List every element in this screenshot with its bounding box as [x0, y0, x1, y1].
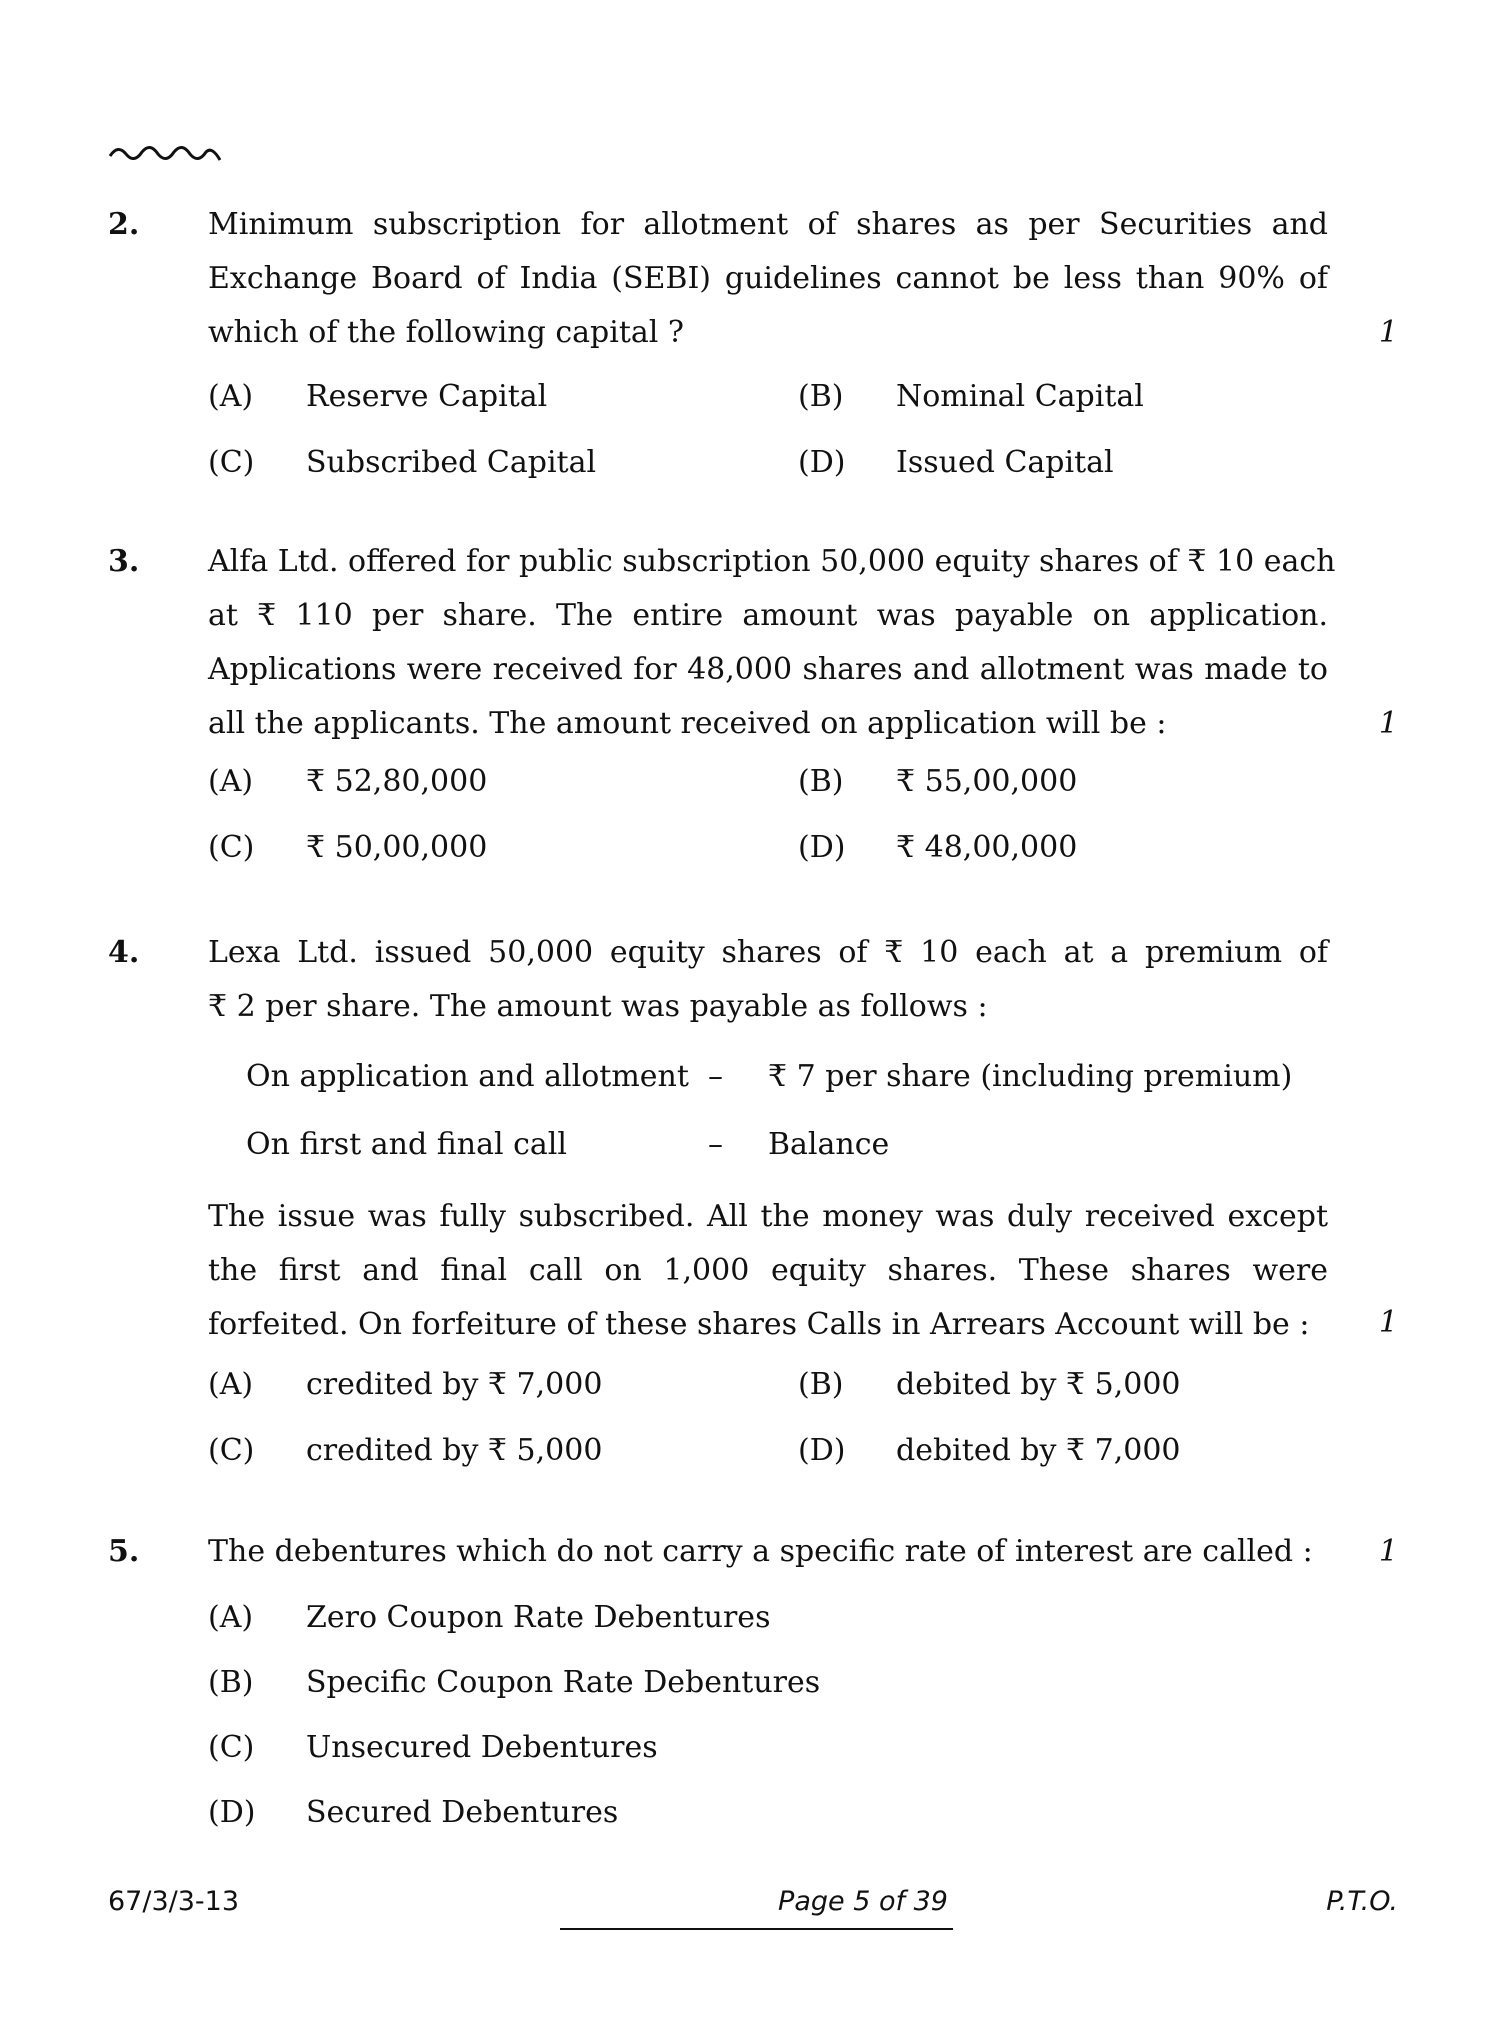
schedule-value: Balance: [768, 1127, 890, 1162]
question-text: [208, 1525, 1328, 1579]
question-line: Minimum subscription for allotment of shares as per Securities and: [208, 207, 1328, 242]
option-c[interactable]: [208, 436, 596, 490]
question-line: The issue was fully subscribed. All the money was duly received except: [208, 1199, 1328, 1234]
option-key: (A): [208, 764, 254, 799]
question-5: [108, 1525, 1398, 1861]
question-number: 2.: [108, 207, 140, 242]
page-number: Page 5 of 39: [778, 1886, 948, 1917]
option-a[interactable]: [208, 370, 547, 424]
schedule-dash: –: [708, 1059, 723, 1094]
question-line: the first and final call on 1,000 equity shares. These shares were: [208, 1253, 1328, 1288]
question-line: ₹ 2 per share. The amount was payable as follows :: [208, 989, 988, 1024]
question-text: [208, 198, 1328, 360]
option-key: (C): [208, 1433, 255, 1468]
option-key: (A): [208, 1367, 254, 1402]
option-b[interactable]: [798, 755, 1077, 809]
marks: 1: [1378, 1534, 1398, 1569]
option-key: (C): [208, 830, 255, 865]
question-line: Lexa Ltd. issued 50,000 equity shares of ₹ 10 each at a premium of: [208, 935, 1328, 970]
question-number: 5.: [108, 1534, 140, 1569]
option-text: ₹ 50,00,000: [306, 830, 488, 865]
marks: 1: [1378, 1305, 1398, 1340]
schedule-label: On first and final call: [246, 1127, 567, 1162]
option-text: debited by ₹ 5,000: [896, 1367, 1181, 1402]
option-key: (C): [208, 445, 255, 480]
option-key: (A): [208, 379, 254, 414]
option-key: (B): [798, 1367, 844, 1402]
option-b[interactable]: [798, 370, 1144, 424]
option-c[interactable]: [208, 1424, 602, 1478]
option-text: credited by ₹ 7,000: [306, 1367, 603, 1402]
question-line: all the applicants. The amount received on application will be :: [208, 706, 1167, 741]
option-c[interactable]: [208, 1721, 658, 1775]
option-text: ₹ 48,00,000: [896, 830, 1078, 865]
schedule-value: ₹ 7 per share (including premium): [768, 1059, 1293, 1094]
question-2: [108, 198, 1398, 510]
schedule-dash: –: [708, 1127, 723, 1162]
page-number-underline: [560, 1928, 953, 1930]
option-a[interactable]: [208, 1358, 602, 1412]
option-text: ₹ 55,00,000: [896, 764, 1078, 799]
option-text: Specific Coupon Rate Debentures: [306, 1665, 821, 1700]
payment-schedule: [246, 1050, 1398, 1190]
options: [208, 370, 1398, 510]
question-line: Exchange Board of India (SEBI) guidelines cannot be less than 90% of: [208, 261, 1328, 296]
schedule-row: [246, 1050, 689, 1104]
question-line: The debentures which do not carry a specific rate of interest are called :: [208, 1534, 1313, 1569]
option-text: Issued Capital: [896, 445, 1114, 480]
option-key: (B): [208, 1665, 254, 1700]
option-key: (B): [798, 764, 844, 799]
please-turn-over: P.T.O.: [1326, 1886, 1398, 1917]
option-key: (C): [208, 1730, 255, 1765]
option-key: (B): [798, 379, 844, 414]
option-text: ₹ 52,80,000: [306, 764, 488, 799]
question-number: 3.: [108, 544, 140, 579]
question-3: [108, 535, 1398, 895]
option-text: Nominal Capital: [896, 379, 1144, 414]
schedule-row: [246, 1118, 567, 1172]
schedule-label: On application and allotment: [246, 1059, 689, 1094]
option-text: Reserve Capital: [306, 379, 548, 414]
question-text-continued: [208, 1190, 1328, 1352]
question-line: Applications were received for 48,000 shares and allotment was made to: [208, 652, 1328, 687]
option-text: Unsecured Debentures: [306, 1730, 658, 1765]
option-d[interactable]: [798, 436, 1114, 490]
question-line: which of the following capital ?: [208, 315, 685, 350]
option-d[interactable]: [798, 821, 1077, 875]
options: [208, 755, 1398, 895]
option-text: Secured Debentures: [306, 1795, 619, 1830]
option-key: (A): [208, 1600, 254, 1635]
option-a[interactable]: [208, 1591, 770, 1645]
option-b[interactable]: [798, 1358, 1181, 1412]
question-line: Alfa Ltd. offered for public subscription 50,000 equity shares of ₹ 10 each: [208, 544, 1336, 579]
question-4: [108, 926, 1398, 1498]
option-key: (D): [798, 445, 846, 480]
options: [208, 1591, 1398, 1861]
option-text: Zero Coupon Rate Debentures: [306, 1600, 771, 1635]
option-text: debited by ₹ 7,000: [896, 1433, 1181, 1468]
question-number: 4.: [108, 935, 140, 970]
option-b[interactable]: [208, 1656, 820, 1710]
option-key: (D): [798, 830, 846, 865]
option-key: (D): [208, 1795, 256, 1830]
option-key: (D): [798, 1433, 846, 1468]
question-line: forfeited. On forfeiture of these shares Calls in Arrears Account will be :: [208, 1307, 1310, 1342]
marks: 1: [1378, 706, 1398, 741]
page-footer: [108, 1880, 1398, 1930]
option-text: Subscribed Capital: [306, 445, 597, 480]
option-a[interactable]: [208, 755, 487, 809]
paper-code: 67/3/3-13: [108, 1886, 240, 1917]
option-d[interactable]: [208, 1786, 618, 1840]
options: [208, 1358, 1398, 1498]
question-text: [208, 535, 1336, 751]
question-text: [208, 926, 1328, 1034]
option-c[interactable]: [208, 821, 487, 875]
wave-decoration-icon: [108, 138, 228, 168]
marks: 1: [1378, 315, 1398, 350]
option-d[interactable]: [798, 1424, 1181, 1478]
question-line: at ₹ 110 per share. The entire amount was payable on application.: [208, 598, 1328, 633]
option-text: credited by ₹ 5,000: [306, 1433, 603, 1468]
